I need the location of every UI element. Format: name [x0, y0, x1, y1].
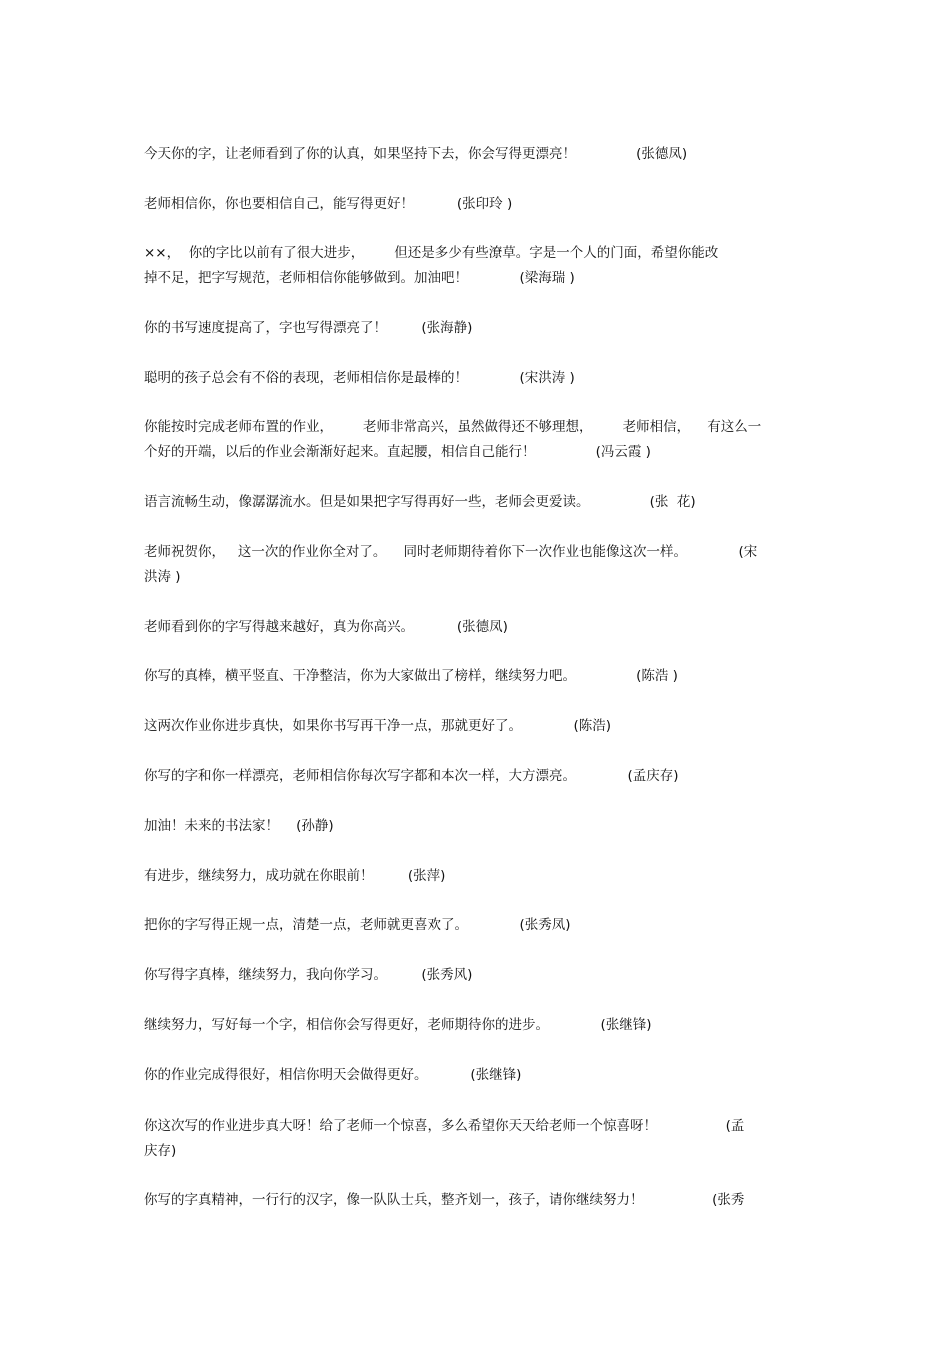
comment-line: 你写的字真精神，一行行的汉字，像一队队士兵，整齐划一，孩子，请你继续努力！ (张秀 — [144, 1192, 745, 1208]
comment-line: 语言流畅生动，像潺潺流水。但是如果把字写得再好一些，老师会更爱读。 (张 花) — [144, 494, 696, 510]
comment-line: 你能按时完成老师布置的作业， 老师非常高兴，虽然做得还不够理想， 老师相信， 有这么一 — [144, 419, 762, 435]
comment-11 — [144, 714, 808, 739]
comment-line: 有进步，继续努力，成功就在你眼前！ (张萍) — [144, 868, 446, 884]
comment-line: 继续努力，写好每一个字，相信你会写得更好，老师期待你的进步。 (张继锋) — [144, 1017, 652, 1033]
comment-line: ××， 你的字比以前有了很大进步， 但还是多少有些潦草。字是一个人的门面，希望你能改 — [144, 245, 719, 261]
comment-10 — [144, 664, 808, 689]
comment-line: 你写的字和你一样漂亮，老师相信你每次写字都和本次一样，大方漂亮。 (孟庆存) — [144, 768, 679, 784]
comment-line: 你写得字真棒，继续努力，我向你学习。 (张秀风) — [144, 967, 473, 983]
comment-line: 掉不足，把字写规范，老师相信你能够做到。加油吧！ (梁海瑞 ) — [144, 270, 575, 286]
comment-line: 你这次写的作业进步真大呀！给了老师一个惊喜，多么希望你天天给老师一个惊喜呀！ (孟 — [144, 1118, 745, 1134]
comment-line: 老师祝贺你， 这一次的作业你全对了。 同时老师期待着你下一次作业也能像这次一样。 (宋 — [144, 544, 758, 560]
comment-line: 你的作业完成得很好，相信你明天会做得更好。 (张继锋) — [144, 1067, 522, 1083]
comment-14 — [144, 864, 808, 889]
comment-line: 洪涛 ) — [144, 569, 181, 585]
comment-18 — [144, 1063, 808, 1088]
comment-15 — [144, 913, 808, 938]
comment-6 — [144, 415, 808, 465]
comment-3 — [144, 241, 808, 291]
comment-line: 聪明的孩子总会有不俗的表现，老师相信你是最棒的！ (宋洪涛 ) — [144, 370, 575, 386]
comment-line: 你写的真棒，横平竖直、干净整洁，你为大家做出了榜样，继续努力吧。 (陈浩 ) — [144, 668, 678, 684]
comment-2 — [144, 192, 808, 217]
comment-12 — [144, 764, 808, 789]
comment-9 — [144, 615, 808, 640]
comment-17 — [144, 1013, 808, 1038]
comment-16 — [144, 963, 808, 988]
comment-line: 把你的字写得正规一点，清楚一点，老师就更喜欢了。 (张秀凤) — [144, 917, 571, 933]
comment-19 — [144, 1114, 808, 1164]
comment-line: 个好的开端，以后的作业会渐渐好起来。直起腰，相信自己能行！ (冯云霞 ) — [144, 444, 651, 460]
comment-line: 加油！未来的书法家！ (孙静) — [144, 818, 334, 834]
comment-line: 老师相信你，你也要相信自己，能写得更好！ (张印玲 ) — [144, 196, 513, 212]
comment-4 — [144, 316, 808, 341]
comment-20 — [144, 1188, 808, 1213]
comment-7 — [144, 490, 808, 515]
comment-line: 庆存) — [144, 1143, 177, 1159]
comment-line: 你的书写速度提高了，字也写得漂亮了！ (张海静) — [144, 320, 473, 336]
comment-8 — [144, 540, 808, 590]
comment-line: 这两次作业你进步真快，如果你书写再干净一点，那就更好了。 (陈浩) — [144, 718, 612, 734]
comment-13 — [144, 814, 808, 839]
comment-5 — [144, 366, 808, 391]
comment-line: 今天你的字，让老师看到了你的认真，如果坚持下去，你会写得更漂亮！ (张德凤) — [144, 146, 688, 162]
comment-1 — [144, 142, 808, 167]
comment-line: 老师看到你的字写得越来越好，真为你高兴。 (张德凤) — [144, 619, 508, 635]
